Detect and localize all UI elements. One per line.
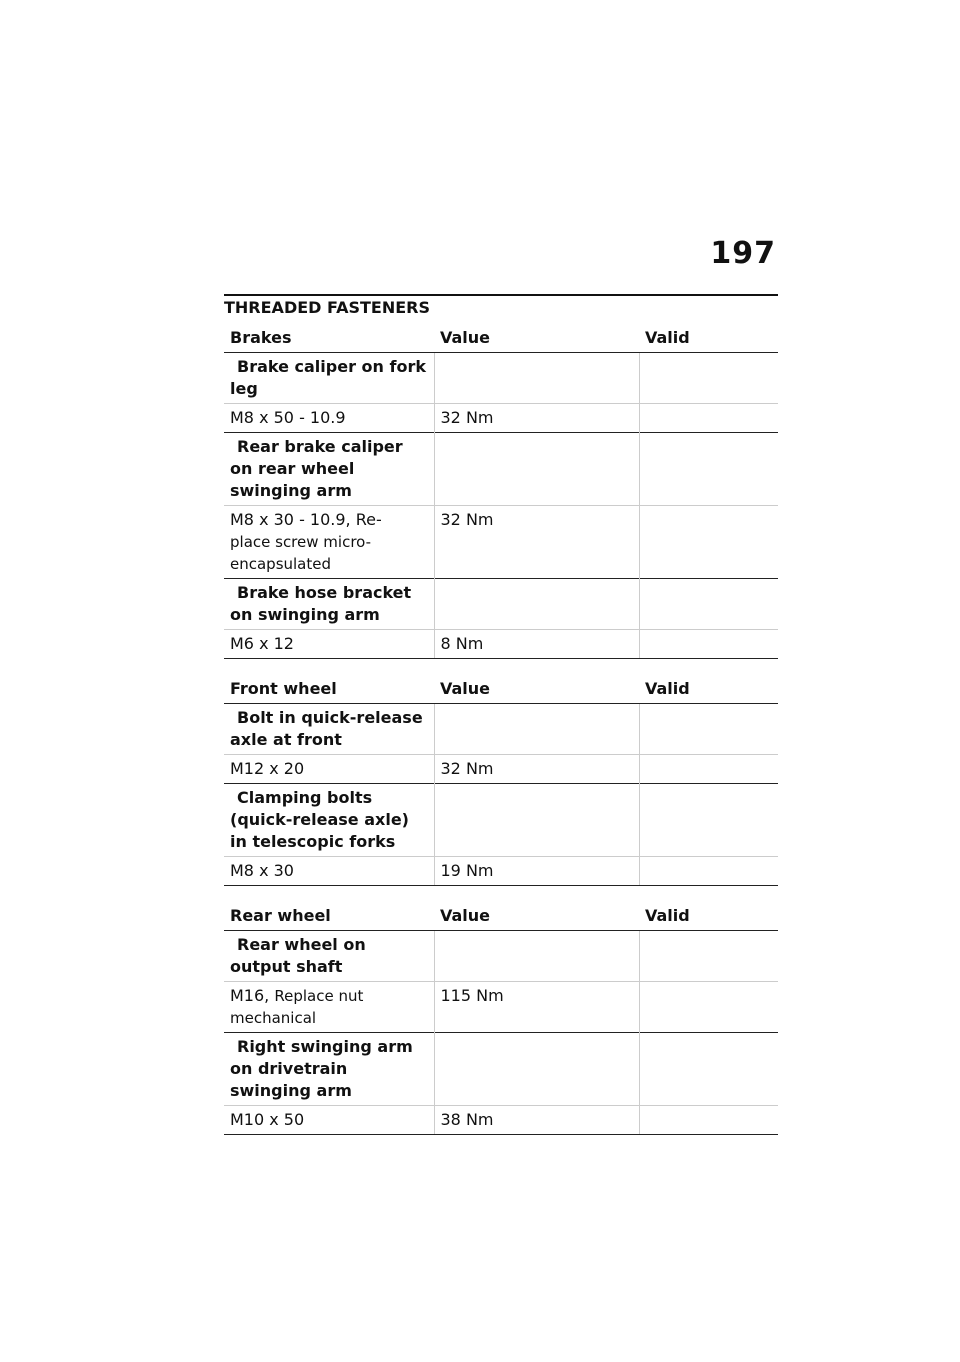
table-row bbox=[224, 433, 778, 506]
valid-cell bbox=[639, 784, 778, 857]
torque-value: 32 Nm bbox=[434, 506, 639, 579]
table-row bbox=[224, 579, 778, 630]
table-header-row bbox=[224, 322, 778, 353]
empty-cell bbox=[434, 433, 639, 506]
table-row bbox=[224, 704, 778, 755]
valid-cell bbox=[639, 630, 778, 659]
component-label: Brake hose bracket on swinging arm bbox=[224, 579, 434, 630]
table-row bbox=[224, 353, 778, 404]
column-header-value: Value bbox=[434, 673, 639, 704]
valid-cell bbox=[639, 1106, 778, 1135]
table-row bbox=[224, 404, 778, 433]
valid-cell bbox=[639, 704, 778, 755]
thread-spec: M8 x 50 - 10.9 bbox=[224, 404, 434, 433]
table-row bbox=[224, 1033, 778, 1106]
table-row bbox=[224, 784, 778, 857]
empty-cell bbox=[434, 931, 639, 982]
empty-cell bbox=[434, 704, 639, 755]
column-header-valid: Valid bbox=[639, 900, 778, 931]
valid-cell bbox=[639, 353, 778, 404]
valid-cell bbox=[639, 931, 778, 982]
table-row bbox=[224, 931, 778, 982]
component-label: Clamping bolts (quick-release axle) in telescopic forks bbox=[224, 784, 434, 857]
header-rule bbox=[224, 294, 778, 296]
valid-cell bbox=[639, 579, 778, 630]
thread-spec: M16, Replace nut mechanical bbox=[224, 982, 434, 1033]
table-header-row bbox=[224, 673, 778, 704]
torque-value: 115 Nm bbox=[434, 982, 639, 1033]
rear-wheel-table bbox=[224, 900, 778, 1135]
table-row bbox=[224, 982, 778, 1033]
column-header-value: Value bbox=[434, 900, 639, 931]
table-row bbox=[224, 1106, 778, 1135]
empty-cell bbox=[434, 1033, 639, 1106]
thread-spec: M6 x 12 bbox=[224, 630, 434, 659]
torque-value: 32 Nm bbox=[434, 755, 639, 784]
valid-cell bbox=[639, 982, 778, 1033]
thread-spec: M8 x 30 bbox=[224, 857, 434, 886]
valid-cell bbox=[639, 506, 778, 579]
thread-spec: M10 x 50 bbox=[224, 1106, 434, 1135]
torque-value: 32 Nm bbox=[434, 404, 639, 433]
empty-cell bbox=[434, 784, 639, 857]
valid-cell bbox=[639, 433, 778, 506]
column-header-valid: Valid bbox=[639, 673, 778, 704]
component-label: Bolt in quick-release axle at front bbox=[224, 704, 434, 755]
column-header-component: Brakes bbox=[224, 322, 434, 353]
component-label: Right swinging arm on drivetrain swinging arm bbox=[224, 1033, 434, 1106]
thread-spec: M12 x 20 bbox=[224, 755, 434, 784]
column-header-value: Value bbox=[434, 322, 639, 353]
section-title: THREADED FASTENERS bbox=[224, 298, 431, 317]
column-header-component: Front wheel bbox=[224, 673, 434, 704]
torque-value: 8 Nm bbox=[434, 630, 639, 659]
torque-value: 38 Nm bbox=[434, 1106, 639, 1135]
empty-cell bbox=[434, 579, 639, 630]
thread-spec: M8 x 30 - 10.9, Re- place screw micro-encapsulated bbox=[224, 506, 434, 579]
valid-cell bbox=[639, 404, 778, 433]
page-number: 197 bbox=[710, 236, 776, 271]
spec-note: Replace nut mechanical bbox=[230, 987, 364, 1027]
column-header-valid: Valid bbox=[639, 322, 778, 353]
table-header-row bbox=[224, 900, 778, 931]
fastener-tables bbox=[224, 322, 778, 1149]
valid-cell bbox=[639, 755, 778, 784]
component-label: Brake caliper on fork leg bbox=[224, 353, 434, 404]
empty-cell bbox=[434, 353, 639, 404]
table-row bbox=[224, 506, 778, 579]
component-label: Rear brake caliper on rear wheel swinging arm bbox=[224, 433, 434, 506]
component-label: Rear wheel on output shaft bbox=[224, 931, 434, 982]
front-wheel-table bbox=[224, 673, 778, 886]
table-row bbox=[224, 630, 778, 659]
spec-note: place screw micro-encapsulated bbox=[230, 533, 372, 573]
valid-cell bbox=[639, 857, 778, 886]
column-header-component: Rear wheel bbox=[224, 900, 434, 931]
brakes-table bbox=[224, 322, 778, 659]
valid-cell bbox=[639, 1033, 778, 1106]
torque-value: 19 Nm bbox=[434, 857, 639, 886]
table-row bbox=[224, 857, 778, 886]
table-row bbox=[224, 755, 778, 784]
